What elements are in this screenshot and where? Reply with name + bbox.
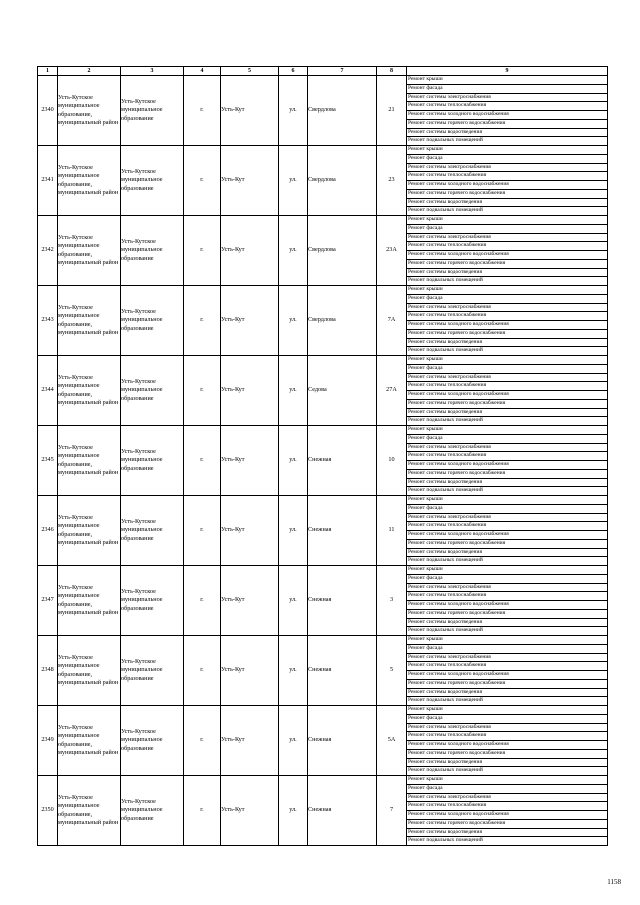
repair-work-item: Ремонт крыши [407,216,607,225]
repair-work-item: Ремонт подвальных помещений [408,207,483,214]
locality-type-cell: г. [184,496,221,566]
table-row [38,496,608,566]
repair-work-item: Ремонт системы водоотведения [407,129,607,138]
row-number: 2340 [38,76,58,146]
repair-work-item: Ремонт фасада [407,575,607,584]
repair-works-cell [407,566,608,636]
repair-work-item: Ремонт крыши [407,566,607,575]
house-number-cell: 11 [377,496,407,566]
repair-work-item: Ремонт крыши [407,356,607,365]
repair-work-item: Ремонт системы теплоснабжения [407,312,607,321]
repair-works-cell [407,636,608,706]
street-type-cell: ул. [279,566,308,636]
house-number-cell: 23А [377,216,407,286]
locality-type-cell: г. [184,356,221,426]
repair-work-item: Ремонт системы горячего водоснабжения [407,680,607,689]
repair-work-item: Ремонт системы водоотведения [407,339,607,348]
row-number: 2350 [38,776,58,846]
municipality-cell: Усть-Кутское муниципальное образование, муниципальный район [58,706,121,776]
house-number-cell: 3 [377,566,407,636]
repair-work-item: Ремонт системы электроснабжения [407,514,607,523]
street-name-cell: Снежная [308,776,377,846]
row-number: 2341 [38,146,58,216]
repair-work-item: Ремонт системы горячего водоснабжения [407,120,607,129]
column-header: 5 [221,67,279,76]
row-number: 2342 [38,216,58,286]
street-type-cell: ул. [279,426,308,496]
street-name-cell: Снежная [308,566,377,636]
street-type-cell: ул. [279,286,308,356]
repair-work-item: Ремонт системы водоотведения [407,549,607,558]
city-cell: Усть-Кут [221,566,279,636]
repair-work-item: Ремонт системы водоотведения [407,269,607,278]
repair-work-item: Ремонт системы водоотведения [407,689,607,698]
municipal-entity-cell: Усть-Кутское муниципальное образование [121,356,184,426]
municipality-cell: Усть-Кутское муниципальное образование, муниципальный район [58,216,121,286]
repair-work-item: Ремонт крыши [407,706,607,715]
street-type-cell: ул. [279,776,308,846]
repair-work-item: Ремонт системы теплоснабжения [407,732,607,741]
municipal-entity-cell: Усть-Кутское муниципальное образование [121,286,184,356]
repair-work-item: Ремонт фасада [407,645,607,654]
repair-work-item: Ремонт крыши [407,776,607,785]
repair-works-cell [407,496,608,566]
column-header: 1 [38,67,58,76]
municipal-entity-cell: Усть-Кутское муниципальное образование [121,776,184,846]
repair-work-item: Ремонт системы горячего водоснабжения [407,750,607,759]
row-number: 2343 [38,286,58,356]
city-cell: Усть-Кут [221,496,279,566]
locality-type-cell: г. [184,706,221,776]
house-number-cell: 5 [377,636,407,706]
municipality-cell: Усть-Кутское муниципальное образование, муниципальный район [58,356,121,426]
municipality-cell: Усть-Кутское муниципальное образование, муниципальный район [58,496,121,566]
house-number-cell: 23 [377,146,407,216]
repair-work-item: Ремонт системы холодного водоснабжения [407,461,607,470]
municipal-entity-cell: Усть-Кутское муниципальное образование [121,216,184,286]
column-header: 4 [184,67,221,76]
repair-work-item: Ремонт системы электроснабжения [407,794,607,803]
repair-work-item: Ремонт системы водоотведения [407,759,607,768]
city-cell: Усть-Кут [221,356,279,426]
repair-work-item: Ремонт крыши [407,636,607,645]
table-row [38,146,608,216]
repair-works-cell [407,216,608,286]
street-type-cell: ул. [279,216,308,286]
locality-type-cell: г. [184,776,221,846]
repair-work-item: Ремонт подвальных помещений [408,767,483,774]
city-cell: Усть-Кут [221,426,279,496]
repair-work-item: Ремонт системы горячего водоснабжения [407,330,607,339]
city-cell: Усть-Кут [221,76,279,146]
repair-works-cell [407,76,608,146]
street-type-cell: ул. [279,706,308,776]
municipal-entity-cell: Усть-Кутское муниципальное образование [121,636,184,706]
repair-works-cell [407,706,608,776]
house-number-cell: 7А [377,286,407,356]
repair-work-item: Ремонт системы холодного водоснабжения [407,671,607,680]
repair-work-item: Ремонт фасада [407,785,607,794]
repair-work-item: Ремонт крыши [407,286,607,295]
repair-work-item: Ремонт фасада [407,505,607,514]
locality-type-cell: г. [184,76,221,146]
city-cell: Усть-Кут [221,636,279,706]
city-cell: Усть-Кут [221,146,279,216]
repair-work-item: Ремонт фасада [407,715,607,724]
repair-work-item: Ремонт крыши [407,146,607,155]
repair-work-item: Ремонт системы теплоснабжения [407,102,607,111]
table-body [38,67,608,846]
repair-works-cell [407,146,608,216]
street-name-cell: Седова [308,356,377,426]
table-row [38,566,608,636]
repair-work-item: Ремонт системы водоотведения [407,619,607,628]
repair-work-item: Ремонт системы холодного водоснабжения [407,321,607,330]
repair-work-item: Ремонт системы холодного водоснабжения [407,181,607,190]
repair-work-item: Ремонт фасада [407,85,607,94]
repair-works-cell [407,356,608,426]
repair-work-item: Ремонт подвальных помещений [408,557,483,564]
repair-work-item: Ремонт системы горячего водоснабжения [407,470,607,479]
repair-work-item: Ремонт системы водоотведения [407,409,607,418]
repair-work-item: Ремонт фасада [407,225,607,234]
table-row [38,356,608,426]
repair-work-item: Ремонт крыши [407,496,607,505]
column-header: 9 [407,67,608,76]
repair-work-item: Ремонт системы электроснабжения [407,654,607,663]
repair-work-item: Ремонт системы водоотведения [407,829,607,838]
city-cell: Усть-Кут [221,776,279,846]
repair-work-item: Ремонт системы холодного водоснабжения [407,391,607,400]
column-header: 2 [58,67,121,76]
repair-work-item: Ремонт крыши [407,426,607,435]
repair-work-item: Ремонт фасада [407,435,607,444]
row-number: 2346 [38,496,58,566]
street-type-cell: ул. [279,76,308,146]
repair-work-item: Ремонт системы теплоснабжения [407,522,607,531]
repair-work-item: Ремонт системы водоотведения [407,479,607,488]
repair-work-item: Ремонт системы электроснабжения [407,94,607,103]
repair-work-item: Ремонт подвальных помещений [408,137,483,144]
municipal-entity-cell: Усть-Кутское муниципальное образование [121,496,184,566]
street-name-cell: Свердлова [308,146,377,216]
city-cell: Усть-Кут [221,286,279,356]
locality-type-cell: г. [184,426,221,496]
repair-work-item: Ремонт системы электроснабжения [407,234,607,243]
street-name-cell: Снежная [308,636,377,706]
municipality-cell: Усть-Кутское муниципальное образование, муниципальный район [58,286,121,356]
repair-work-item: Ремонт системы теплоснабжения [407,172,607,181]
repair-work-item: Ремонт системы электроснабжения [407,304,607,313]
municipal-entity-cell: Усть-Кутское муниципальное образование [121,566,184,636]
repair-works-cell [407,286,608,356]
locality-type-cell: г. [184,146,221,216]
repair-work-item: Ремонт фасада [407,295,607,304]
city-cell: Усть-Кут [221,216,279,286]
repair-work-item: Ремонт системы горячего водоснабжения [407,540,607,549]
repair-work-item: Ремонт системы электроснабжения [407,374,607,383]
municipality-cell: Усть-Кутское муниципальное образование, муниципальный район [58,776,121,846]
house-number-cell: 10 [377,426,407,496]
house-number-cell: 21 [377,76,407,146]
repair-work-item: Ремонт подвальных помещений [408,837,483,844]
locality-type-cell: г. [184,636,221,706]
repair-work-item: Ремонт системы электроснабжения [407,584,607,593]
repair-work-item: Ремонт системы теплоснабжения [407,242,607,251]
repair-work-item: Ремонт фасада [407,155,607,164]
table-row [38,776,608,846]
repair-work-item: Ремонт системы холодного водоснабжения [407,741,607,750]
repair-work-item: Ремонт системы теплоснабжения [407,452,607,461]
table-row [38,426,608,496]
repair-work-item: Ремонт системы теплоснабжения [407,382,607,391]
repair-work-item: Ремонт системы холодного водоснабжения [407,111,607,120]
table-row [38,76,608,146]
city-cell: Усть-Кут [221,706,279,776]
row-number: 2344 [38,356,58,426]
table-row [38,636,608,706]
locality-type-cell: г. [184,566,221,636]
street-name-cell: Свердлова [308,286,377,356]
house-number-cell: 5А [377,706,407,776]
column-header: 6 [279,67,308,76]
locality-type-cell: г. [184,286,221,356]
municipal-entity-cell: Усть-Кутское муниципальное образование [121,426,184,496]
column-header: 8 [377,67,407,76]
row-number: 2349 [38,706,58,776]
row-number: 2345 [38,426,58,496]
house-number-cell: 27А [377,356,407,426]
locality-type-cell: г. [184,216,221,286]
municipal-entity-cell: Усть-Кутское муниципальное образование [121,706,184,776]
street-type-cell: ул. [279,356,308,426]
street-name-cell: Снежная [308,706,377,776]
repair-work-item: Ремонт фасада [407,365,607,374]
column-header: 3 [121,67,184,76]
repair-works-cell [407,776,608,846]
table-row [38,216,608,286]
repair-work-item: Ремонт подвальных помещений [408,277,483,284]
municipality-cell: Усть-Кутское муниципальное образование, муниципальный район [58,636,121,706]
repair-work-item: Ремонт системы горячего водоснабжения [407,610,607,619]
page-number: 1158 [607,878,621,886]
repair-work-item: Ремонт крыши [407,76,607,85]
municipal-entity-cell: Усть-Кутское муниципальное образование [121,76,184,146]
street-type-cell: ул. [279,146,308,216]
column-header: 7 [308,67,377,76]
repair-work-item: Ремонт системы холодного водоснабжения [407,251,607,260]
repair-work-item: Ремонт системы холодного водоснабжения [407,531,607,540]
repair-work-item: Ремонт системы электроснабжения [407,444,607,453]
municipality-cell: Усть-Кутское муниципальное образование, муниципальный район [58,566,121,636]
house-number-cell: 7 [377,776,407,846]
street-type-cell: ул. [279,636,308,706]
repair-work-item: Ремонт системы горячего водоснабжения [407,820,607,829]
column-number-header-row [38,67,608,76]
repair-work-item: Ремонт системы теплоснабжения [407,802,607,811]
street-name-cell: Свердлова [308,76,377,146]
repair-work-item: Ремонт подвальных помещений [408,627,483,634]
repair-work-item: Ремонт системы холодного водоснабжения [407,601,607,610]
row-number: 2348 [38,636,58,706]
street-name-cell: Снежная [308,426,377,496]
row-number: 2347 [38,566,58,636]
repair-work-item: Ремонт системы горячего водоснабжения [407,190,607,199]
repair-work-item: Ремонт системы водоотведения [407,199,607,208]
repair-work-item: Ремонт подвальных помещений [408,417,483,424]
municipality-cell: Усть-Кутское муниципальное образование, муниципальный район [58,76,121,146]
municipality-cell: Усть-Кутское муниципальное образование, муниципальный район [58,426,121,496]
street-name-cell: Свердлова [308,216,377,286]
table-row [38,286,608,356]
repair-work-item: Ремонт системы теплоснабжения [407,662,607,671]
street-type-cell: ул. [279,496,308,566]
municipality-cell: Усть-Кутское муниципальное образование, муниципальный район [58,146,121,216]
repair-work-item: Ремонт подвальных помещений [408,347,483,354]
municipal-entity-cell: Усть-Кутское муниципальное образование [121,146,184,216]
repair-work-item: Ремонт системы электроснабжения [407,724,607,733]
repair-works-cell [407,426,608,496]
repair-work-item: Ремонт подвальных помещений [408,487,483,494]
repair-work-item: Ремонт системы теплоснабжения [407,592,607,601]
repair-work-item: Ремонт подвальных помещений [408,697,483,704]
repair-work-item: Ремонт системы горячего водоснабжения [407,260,607,269]
repair-work-item: Ремонт системы горячего водоснабжения [407,400,607,409]
repair-work-item: Ремонт системы холодного водоснабжения [407,811,607,820]
table-row [38,706,608,776]
street-name-cell: Снежная [308,496,377,566]
repair-register-table [37,66,608,846]
repair-work-item: Ремонт системы электроснабжения [407,164,607,173]
